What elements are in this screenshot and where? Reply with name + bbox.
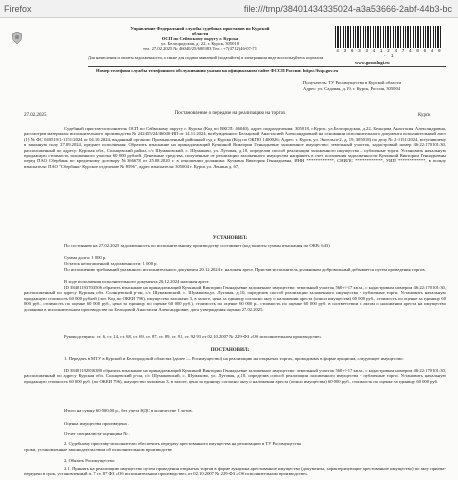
phone-notice: Номер телефона службы телефонного обслуживания указан на официальном сайте ФССП России: https://fssp.gov.ru bbox=[96, 68, 339, 73]
item21-paragraph: 2.1. Принять на реализацию имущество путем проведения открытых торгов в форме аукциона арестованное имущество (документы, характеризующие арестованное имущество) по акту приема-передачи в срок, установленный п. 7 ст. 87 ФЗ «Об исполнительном производстве» от 02.10.2007 № 229-ФЗ «Об исполнительном производстве». bbox=[24, 466, 446, 477]
document-page bbox=[0, 18, 458, 480]
appraiser-line: Отчет специалиста-оценщика № . bbox=[64, 431, 131, 436]
established-paragraph: По состоянию на 27.02.2025 задолженность по исполнительному производству составляет (код валюты суммы взыскания по ОКВ: 643) bbox=[64, 243, 330, 248]
enforcement-paragraph: По исполнению требований указанного исполнительного документа 20.12.2024 г. наложен арест. Пристав-исполнитель должником добровольный добывается путем проведения торгов. bbox=[64, 267, 426, 272]
item2-line2: сроки, установленные законодательством об исполнительном производстве bbox=[24, 447, 172, 452]
obligate-line: 2. Обязать Росимущество: bbox=[64, 458, 116, 463]
valuation-line: Оценка имущества произведена . bbox=[64, 421, 129, 426]
recipient-line1: Получатель: ТУ Росимущества в Курской области bbox=[303, 80, 401, 85]
total-line: Итого на сумму 60 000,00 р., без учета НДС в количестве 1 лотов. bbox=[64, 408, 193, 413]
header-address1: ул. Белгородская, д. 22, г. Курск, 305018 bbox=[160, 41, 239, 46]
item2-line: 2. Судебному приставу-исполнителю обеспечить передачу арестованного имущества на реализацию в ТУ Росимущества bbox=[64, 441, 301, 446]
header-org-line2: области bbox=[191, 31, 209, 36]
remaining-debt: Остаток непогашенной задолженности: 1 000 р. bbox=[64, 261, 158, 266]
header-address2: тел. 27.02.2025 № 46040/25/600383 Тел.: +7(4712)46-07-71 bbox=[142, 46, 258, 51]
resolved-heading: ПОСТАНОВИЛ: bbox=[210, 348, 250, 353]
arrest-reference: В ходе исполнения исполнительного документа 20.12.2024 наложен арест. bbox=[64, 279, 210, 284]
recipient-line2: Адрес: ул. Садовая, д.19, г. Курск, Россия, 305004 bbox=[303, 86, 401, 91]
document-city: Курск bbox=[418, 113, 431, 118]
header-divider bbox=[88, 66, 446, 67]
item1-paragraph: 1. Передать в МТУ в Курской и Белгородской областях (далее — Росимущество) на реализацию на открытых торгах, проводимых в форме аукциона, следующее имущество: bbox=[64, 356, 404, 361]
id-paragraph: ID 38401193703506 обратить взыскание на принадлежащий Кучкиной Виктории Геннадьевне заложенное имущество: земельный участок 560+/-17 кв.м., с кадастровым номером 46:22:170101:30, расположенный по адресу Курская обл. Солнцевский р-он, с/с Шумаковский, с. Шумаково,ул. Лутовая, д.10, определив способ реализации заложенного имущества - публичные торги. Установить начальную продажную стоимость 60 000 рублей (лот, Код по ОКЕИ 796), имущество заложено 3, в залоге, цена за единицу согласно акту о наложении ареста (описи имущества) 60 000 руб., стоимость по оценке за единицу 60 000 руб., стоимость по оценке 60 000 руб., цена за единицу по оценке 60 000 руб.), стоимость по оценке 60 000 р., стоимость по оценке 60 000 руб. в соответствии с актом о наложении ареста на имущество должника в исполнительном производстве по Бельцовой Анастасии Александровне, дата утверждения оценки 27.02.2025. bbox=[24, 285, 446, 312]
crest-icon bbox=[12, 32, 22, 44]
document-date: 27.02.2025 bbox=[24, 113, 47, 118]
portal-text: Для начисления и оплаты задолженности, а также для подачи заявлений (ходатайств) в электронном виде воспользуйтесь порталом bbox=[88, 55, 324, 60]
browser-url[interactable]: file:///tmp/38401434335024-a3a53666-2abf-44b3-bc bbox=[243, 4, 452, 14]
debt-amount: Сумма долга: 1 000 р. bbox=[64, 255, 107, 260]
barcode bbox=[335, 26, 443, 48]
header-org-line1: Управление Федеральной службы судебных приставов по Курской bbox=[130, 26, 270, 31]
barcode-number: 4 3 6 3 3 4 1 2 4 7 4 0 6 4 9 - 1 bbox=[336, 49, 442, 59]
guided-paragraph: Руководствуясь: ст. 6, ст. 14, ст. 68, ст. 69, ст. 87, ст. 89, ст. 91, ст. 92 93 от 02.10.2007 № 229-ФЗ «Об исполнительном производстве» bbox=[64, 334, 322, 339]
intro-paragraph: Судебный пристав-исполнитель ОСП по Сеймскому округу г. Курска (Код по ВКСП: 46040), адрес подразделения: 305018, г.Курск, ул.Белгородская, д.22, Бельцова Анастасия Александровна, рассмотрев материалы исполнительного производства № 242455/24/46040-ИП от 14.11.2024, возбужденного Бельцовой Анастасией Александровной на основании исполнительного документа исполнительный лист (1) № ФС 040519/1-1151/2024 от 04.10.2024, выданный органом: Промышленный районный суд г. Курска (Код по ОКПО 1400026; Адрес: г. Курск, ул. Энгельса-2, д. 19, 305018) по делу № 2-1151/2024, вступившему в законную силу 27.09.2024, предмет исполнения: Обратить взыскание на принадлежащий Кучкиной Виктории Геннадьевне заложенное имущество: земельный участок, кадастровый номер 46:22:170101:30, расположенный по адресу: Курская обл., Солнцевский район, с/с Шумаковский, с. Шумаково, ул. Лутовая, д.10, определив способ реализации заложенного имущества – публичные торги. Установить начальную продажную стоимость заложенного участка 60 000 рублей. Денежные средства, полученные от реализации заложенного имущества направить в счет погашения задолженности Кучкиной Виктории Геннадьевны перед ПАО Сбербанк по кредитному договору №366678 от 25.08.2020 г. в отношении должника: Кучкина Виктория Геннадьевна, ИНН ************, СНИЛС ************, УИП ************, в пользу взыскателя: ПАО "Сбербанк- Курское отделение № 8596", адрес взыскателя: 305004 г. Курск ул. Ленина д. 67, bbox=[24, 126, 446, 169]
established-heading: УСТАНОВИЛ: bbox=[212, 236, 248, 241]
header-org-line3: ОСП по Сеймскому округу г. Курска bbox=[161, 36, 239, 41]
item1-id-paragraph: ID 38401192836380 обратить взыскание на принадлежащий Кучкиной Виктории Геннадьевне заложенное имущество: земельный участок 560+/-17 кв.м., с кадастровым номером 46:22:170101:30, расположенный по адресу Курская обл. Солнцевский р-он, с/с Шумаковский, с. Шумаково, ул. Лутовая, д.10, определив способ реализации заложенного имущества - публичные торги. Установить начальную продажную стоимость 60 000 руб. (по ОКЕИ 796), имущество заложено 3, в залоге, цена за единицу согласно акту о наложении ареста (описи имущества) 60 000 руб., стоимость по оценке за единицу 60 000 руб. bbox=[24, 368, 446, 384]
browser-titlebar bbox=[0, 0, 458, 18]
browser-app-name: Firefox bbox=[4, 4, 32, 14]
document-title: Постановление о передаче на реализацию на торгах bbox=[174, 111, 286, 116]
portal-link[interactable]: www.gosuslugi.ru bbox=[355, 60, 390, 65]
